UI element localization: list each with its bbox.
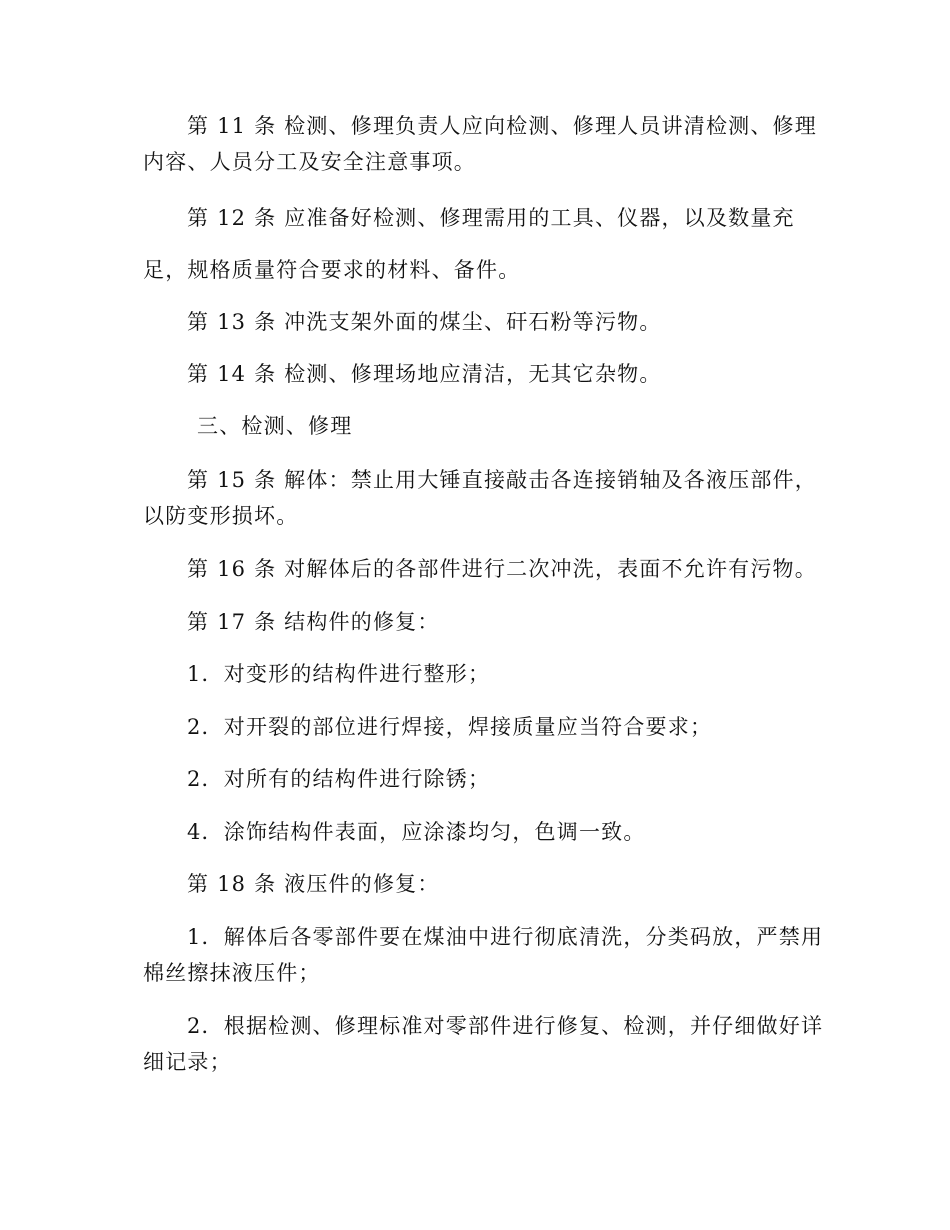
article-16: 第 16 条 对解体后的各部件进行二次冲洗，表面不允许有污物。 [187, 557, 817, 581]
article-18-item-1-line-2: 棉丝擦抹液压件； [143, 961, 321, 985]
article-15-line-1: 第 15 条 解体：禁止用大锤直接敲击各连接销轴及各液压部件， [187, 468, 817, 492]
article-17-item-2: 2．对开裂的部位进行焊接，焊接质量应当符合要求； [187, 715, 713, 739]
article-17-heading: 第 17 条 结构件的修复： [187, 610, 440, 634]
article-18-item-2-line-1: 2．根据检测、修理标准对零部件进行修复、检测，并仔细做好详 [187, 1014, 824, 1038]
article-12-line-1: 第 12 条 应准备好检测、修理需用的工具、仪器，以及数量充 [187, 206, 795, 230]
article-15-line-2: 以防变形损坏。 [143, 504, 299, 528]
article-12-line-2: 足，规格质量符合要求的材料、备件。 [143, 258, 521, 282]
article-18-heading: 第 18 条 液压件的修复： [187, 872, 440, 896]
article-17-item-1: 1．对变形的结构件进行整形； [187, 662, 491, 686]
section-heading: 三、检测、修理 [197, 414, 353, 438]
article-17-item-4: 4．涂饰结构件表面，应涂漆均匀，色调一致。 [187, 820, 646, 844]
article-14: 第 14 条 检测、修理场地应清洁，无其它杂物。 [187, 362, 662, 386]
article-18-item-1-line-1: 1．解体后各零部件要在煤油中进行彻底清洗，分类码放，严禁用 [187, 925, 824, 949]
article-17-item-3: 2．对所有的结构件进行除锈； [187, 767, 491, 791]
article-11-line-2: 内容、人员分工及安全注意事项。 [143, 150, 476, 174]
article-13: 第 13 条 冲洗支架外面的煤尘、矸石粉等污物。 [187, 310, 662, 334]
article-18-item-2-line-2: 细记录； [143, 1050, 232, 1074]
article-11-line-1: 第 11 条 检测、修理负责人应向检测、修理人员讲清检测、修理 [187, 114, 817, 138]
